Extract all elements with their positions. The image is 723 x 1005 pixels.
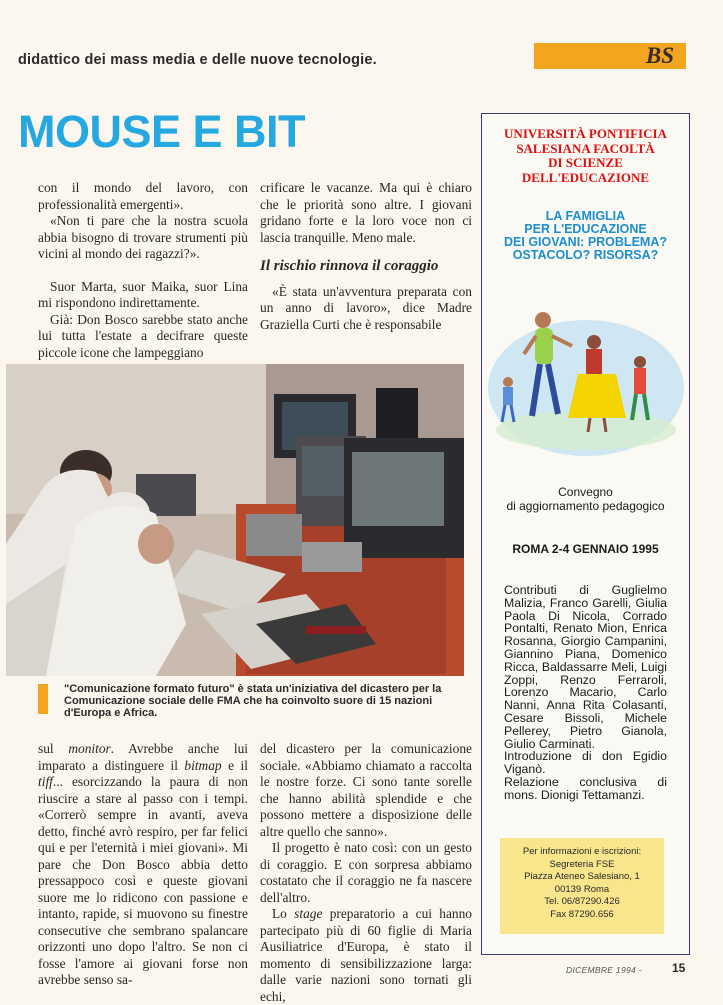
- family-illustration: [486, 298, 686, 458]
- theme-line: OSTACOLO? RISORSA?: [512, 248, 659, 262]
- article-photo: [6, 364, 464, 676]
- page-number: 15: [672, 961, 686, 975]
- info-line: Fax 87290.656: [550, 908, 614, 920]
- paragraph: Il progetto è nato così: con un gesto di coraggio. E con sorpresa abbiamo costatato che il coraggio ne fa nascere dell'altro.: [260, 840, 472, 905]
- conference-line: di aggiornamento pedagogico: [506, 499, 665, 513]
- info-line: 00139 Roma: [554, 883, 610, 895]
- bs-logo: [534, 43, 686, 69]
- emphasis: bitmap: [184, 757, 222, 773]
- paragraph: crificare le vacanze. Ma qui è chiaro che le priorità sono altre. I giovani gridano forte e la loro voce non ci lascia tranquille. Meno male.: [260, 180, 472, 245]
- paragraph: del dicastero per la comunicazione sociale. «Abbiamo chiamato a raccolta le nostre forze. Ci sono tante sorelle che hanno abilità splendide e che possono mettere a disposizione delle altre quello che sanno».: [260, 741, 472, 839]
- paragraph: Già: Don Bosco sarebbe stato anche lui tutta l'estate a decifrare queste piccole icone che lampeggiano: [38, 311, 248, 360]
- bs-logo-text: BS: [645, 43, 674, 68]
- text-run: preparatorio a cui hanno partecipato più di 60 figlie di Maria Ausiliatrice d'Europa, è stato il momento di sensibilizzazione larga: dalle varie nazioni sono tornati gli echi,: [260, 906, 472, 1004]
- paragraph: con il mondo del lavoro, con professionalità emergenti».: [38, 180, 248, 212]
- info-box: [500, 838, 664, 934]
- paragraph: «È stata un'avventura preparata con un anno di lavoro», dice Madre Graziella Curti che è responsabile: [260, 283, 472, 332]
- text-run: sul: [38, 741, 69, 756]
- page-title: MOUSE E BIT: [18, 106, 306, 157]
- text-run: ... esorcizzando la paura di non riuscire a stare al passo con i tempi. «Correrò sempre in avanti, aveva detto, finché avrò respiro, per far felici qui e per l'eternità i miei giovani». Mi pare che Don Bosco abbia detto pressappoco così e queste giovani suore me lo ridicono con passione e intanto, rapide, si muovono su finestre consecutive che sembrano spalancare orizzonti uno dopo l'altro. Se non ci fosse l'amore ai giovani forse non avrebbe senso sa-: [38, 774, 248, 987]
- emphasis: stage: [294, 906, 323, 921]
- article-column-4: [260, 741, 472, 1005]
- kicker-text: didattico dei mass media e delle nuove tecnologie.: [18, 52, 377, 68]
- article-column-3: [38, 741, 248, 989]
- article-column-1: [38, 180, 248, 361]
- conference-advertisement: [481, 113, 690, 955]
- university-name: [482, 127, 689, 185]
- paragraph: [38, 741, 248, 989]
- theme-line: DEI GIOVANI: PROBLEMA?: [504, 235, 667, 249]
- paragraph: [260, 906, 472, 1005]
- contributors-text: Contributi di Guglielmo Malizia, Franco Garelli, Giulia Paola Di Nicola, Corrado Pontalti, Renato Mion, Enrica Rosanna, Giorgio Campanini, Giannino Piana, Domenico Ricca, Baldassarre Meli, Luigi Zoppi, Renzo Ferraroli, Lorenzo Macario, Carlo Nanni, Anna Rita Colasanti, Cesare Bissoli, Michele Pellerey, Pietro Gianola, Giulio Carminati.: [504, 583, 667, 751]
- conference-title: [482, 485, 689, 513]
- photo-caption: "Comunicazione formato futuro" è stata un'iniziativa del dicastero per la Comunicazione sociale delle FMA che ha coinvolto suore di 15 nazioni d'Europa e Africa.: [64, 683, 442, 719]
- theme-line: PER L'EDUCAZIONE: [524, 222, 647, 236]
- conference-line: Convegno: [558, 485, 613, 499]
- info-line: Piazza Ateneo Salesiano, 1: [524, 871, 640, 882]
- issue-date: DICEMBRE 1994 -: [566, 965, 642, 975]
- university-line: DELL'EDUCAZIONE: [521, 169, 650, 185]
- family-drawing: [486, 298, 686, 458]
- university-line: DI SCIENZE: [548, 155, 623, 170]
- conference-date: ROMA 2-4 GENNAIO 1995: [512, 542, 659, 556]
- text-run: e il: [221, 757, 248, 773]
- info-line: Per informazioni e iscrizioni:: [522, 846, 642, 857]
- conference-theme: [482, 210, 689, 262]
- info-line: Segreteria FSE: [549, 858, 615, 870]
- university-line: SALESIANA FACOLTÀ: [516, 140, 655, 156]
- theme-line: LA FAMIGLIA: [545, 209, 626, 223]
- paragraph: Suor Marta, suor Maika, suor Lina mi rispondono indirettamente.: [38, 278, 248, 310]
- emphasis: monitor: [68, 741, 111, 756]
- emphasis: tiff: [38, 774, 53, 789]
- contributors-list: [504, 584, 667, 802]
- paragraph: «Non ti pare che la nostra scuola abbia bisogno di trovare strumenti più vicini al mondo dei ragazzi?».: [38, 213, 248, 261]
- text-run: Lo: [272, 906, 295, 921]
- caption-marker: [38, 684, 48, 714]
- subheading: Il rischio rinnova il coraggio: [260, 258, 439, 274]
- text-run: . Avrebbe anche lui imparato a distinguere il: [38, 741, 248, 773]
- article-column-2: [260, 180, 472, 333]
- info-line: Tel. 06/87290.426: [544, 896, 620, 907]
- introduction-text: Introduzione di don Egidio Viganò.: [504, 749, 667, 777]
- closing-talk-text: Relazione conclusiva di mons. Dionigi Tettamanzi.: [504, 774, 667, 802]
- university-line: UNIVERSITÀ PONTIFICIA: [504, 126, 667, 141]
- photo-illustration: [6, 364, 464, 676]
